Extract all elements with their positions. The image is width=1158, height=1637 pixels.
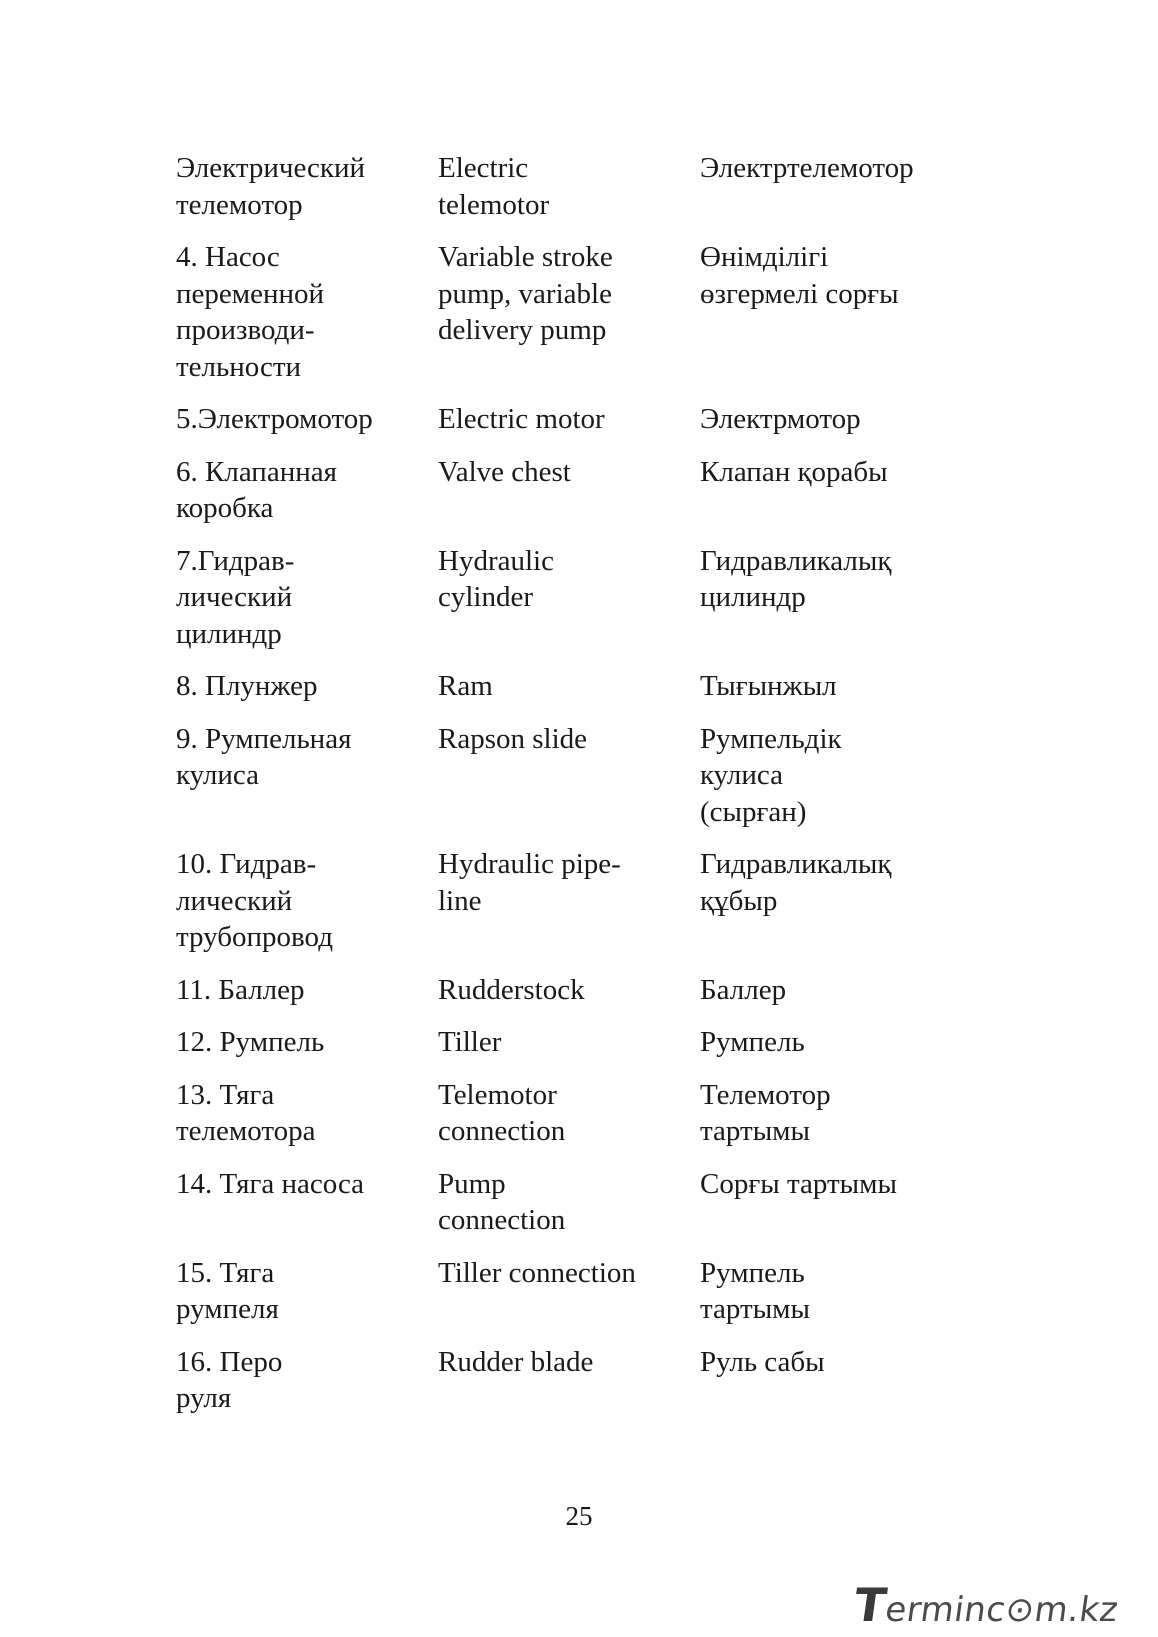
glossary-row [176,721,956,831]
term-english: Tiller [438,1026,502,1058]
term-kazakh: Гидравликалық құбыр [700,848,892,917]
term-russian: 14. Тяга насоса [176,1167,365,1200]
term-russian: 6. Клапанная коробка [176,455,337,524]
watermark-logo [850,1578,1121,1632]
term-english: Pump connection [438,1167,566,1236]
term-english: Tiller connection [438,1256,636,1289]
magnifier-icon: ⊙ [1002,1590,1037,1630]
term-kazakh: Баллер [700,973,787,1006]
term-english: Electric telemotor [438,152,550,221]
term-kazakh: Электртелемотор [700,152,914,184]
term-kazakh: Гидравликалық цилиндр [700,544,892,613]
glossary-row [176,543,956,653]
term-russian: 10. Гидрав- лический трубопровод [176,848,333,953]
glossary-table [176,150,956,1433]
term-russian: 8. Плунжер [176,670,318,702]
term-russian: 9. Румпельная кулиса [176,722,352,791]
term-kazakh: Сорғы тартымы [700,1167,897,1200]
term-kazakh: Тығынжыл [700,670,837,702]
page-number: 25 [565,1501,593,1531]
term-kazakh: Клапан қорабы [700,455,888,488]
term-russian: 5.Электромотор [176,403,373,435]
glossary-row [176,1344,956,1417]
term-russian: 12. Румпель [176,1026,325,1058]
term-english: Rapson slide [438,722,588,755]
term-russian: 13. Тяга телемотора [176,1078,316,1147]
term-kazakh: Румпель [700,1026,805,1058]
term-english: Hydraulic pipe- line [438,848,621,917]
term-russian: 7.Гидрав- лический цилиндр [176,544,295,650]
glossary-row [176,1024,956,1061]
glossary-row [176,1166,956,1239]
term-kazakh: Телемотор тартымы [700,1078,831,1147]
glossary-row [176,972,956,1009]
glossary-row [176,454,956,527]
term-russian: 16. Перо руля [176,1345,283,1414]
glossary-row [176,239,956,385]
term-kazakh: Румпельдік кулиса (сырған) [700,722,842,828]
term-english: Valve chest [438,455,571,488]
term-kazakh: Руль сабы [700,1345,825,1378]
glossary-row [176,1077,956,1150]
term-kazakh: Румпель тартымы [700,1256,811,1325]
term-russian: 4. Насос переменной производи- тельности [176,241,325,383]
term-kazakh: Электрмотор [700,403,861,435]
term-english: Ram [438,670,493,702]
glossary-row [176,668,956,705]
term-kazakh: Өнімділігі өзгермелі сорғы [700,241,899,310]
term-english: Rudderstock [438,973,585,1006]
term-russian: Электрический телемотор [176,152,366,221]
watermark-text: erminc [882,1590,1008,1630]
term-english: Variable stroke pump, variable delivery pump [438,241,613,346]
term-english: Rudder blade [438,1345,594,1378]
term-russian: 11. Баллер [176,973,305,1006]
term-russian: 15. Тяга румпеля [176,1256,279,1325]
term-english: Telemotor connection [438,1078,566,1147]
glossary-row [176,846,956,956]
watermark-domain: m.kz [1031,1590,1121,1630]
glossary-row [176,401,956,438]
watermark-first-letter: T [850,1578,890,1632]
glossary-row [176,1255,956,1328]
term-english: Hydraulic cylinder [438,544,554,613]
term-english: Electric motor [438,403,605,435]
glossary-row [176,150,956,223]
